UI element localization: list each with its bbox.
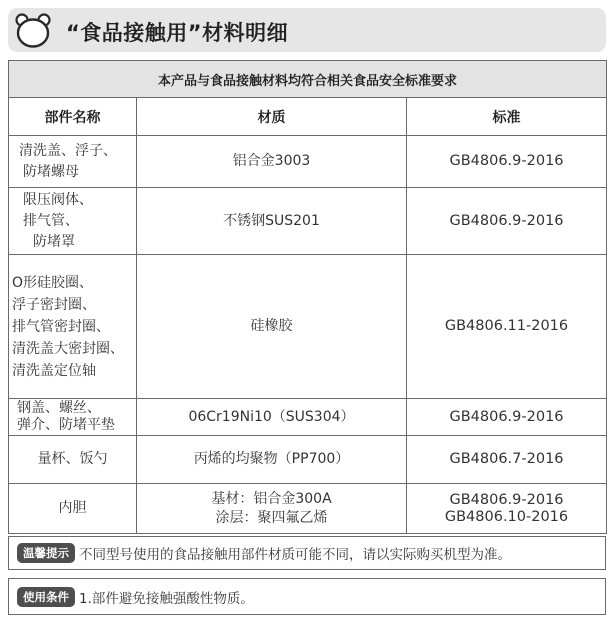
material-line: 涂层：聚四氟乙烯 bbox=[215, 509, 328, 526]
tip-text: 不同型号使用的食品接触用部件材质可能不同，请以实际购买机型为准。 bbox=[79, 547, 511, 563]
part-line: 钢盖、螺丝、 bbox=[17, 400, 101, 416]
tip-notice bbox=[8, 536, 606, 570]
part-cell bbox=[9, 399, 137, 436]
table-row bbox=[9, 255, 607, 399]
page-title: “食品接触用”材料明细 bbox=[66, 21, 289, 45]
part-cell bbox=[9, 255, 137, 399]
standard-line: GB4806.9-2016 bbox=[449, 491, 564, 508]
part-cell: 量杯、饭勺 bbox=[9, 436, 137, 484]
page-header bbox=[8, 8, 606, 52]
materials-table bbox=[8, 60, 607, 534]
column-header-part: 部件名称 bbox=[9, 98, 137, 136]
material-cell: 硅橡胶 bbox=[137, 255, 407, 399]
bear-face-icon bbox=[14, 12, 52, 50]
standard-cell: GB4806.9-2016 bbox=[407, 399, 607, 436]
material-cell: 06Cr19Ni10（SUS304） bbox=[137, 399, 407, 436]
part-line: 限压阀体、 bbox=[23, 191, 93, 208]
material-cell: 不锈钢SUS201 bbox=[137, 188, 407, 255]
part-line: 防堵罩 bbox=[33, 233, 75, 250]
material-line: 基材：铝合金300A bbox=[211, 490, 332, 507]
standard-cell: GB4806.11-2016 bbox=[407, 255, 607, 399]
standard-cell: GB4806.9-2016 bbox=[407, 136, 607, 188]
tip-badge: 温馨提示 bbox=[17, 543, 75, 563]
part-line: 清洗盖定位轴 bbox=[12, 362, 96, 379]
part-line: 浮子密封圈、 bbox=[12, 296, 96, 313]
standard-cell: GB4806.9-2016 bbox=[407, 188, 607, 255]
part-line: 防堵螺母 bbox=[23, 163, 79, 180]
material-cell: 丙烯的均聚物（PP700） bbox=[137, 436, 407, 484]
table-row bbox=[9, 484, 607, 534]
standard-cell: GB4806.7-2016 bbox=[407, 436, 607, 484]
part-cell: 内胆 bbox=[9, 484, 137, 534]
table-row bbox=[9, 136, 607, 188]
standard-line: GB4806.10-2016 bbox=[444, 508, 569, 525]
standard-cell bbox=[407, 484, 607, 534]
material-cell bbox=[137, 484, 407, 534]
compliance-banner: 本产品与食品接触材料均符合相关食品安全标准要求 bbox=[9, 61, 607, 98]
part-line: 清洗盖、浮子、 bbox=[19, 142, 117, 159]
usage-notice bbox=[8, 578, 606, 615]
usage-text: 1.部件避免接触强酸性物质。 bbox=[79, 590, 254, 607]
part-line: 排气管密封圈、 bbox=[12, 318, 110, 335]
part-cell bbox=[9, 188, 137, 255]
part-line: 排气管、 bbox=[23, 212, 79, 229]
usage-badge: 使用条件 bbox=[17, 587, 75, 607]
column-header-material: 材质 bbox=[137, 98, 407, 136]
part-line: O形硅胶圈、 bbox=[12, 274, 94, 291]
table-row bbox=[9, 399, 607, 436]
table-row bbox=[9, 436, 607, 484]
part-line: 清洗盖大密封圈、 bbox=[12, 340, 124, 357]
column-header-standard: 标准 bbox=[407, 98, 607, 136]
part-cell bbox=[9, 136, 137, 188]
compliance-banner-row bbox=[9, 61, 607, 98]
table-row bbox=[9, 188, 607, 255]
table-header-row bbox=[9, 98, 607, 136]
material-cell: 铝合金3003 bbox=[137, 136, 407, 188]
part-line: 弹介、防堵平垫 bbox=[17, 417, 115, 433]
